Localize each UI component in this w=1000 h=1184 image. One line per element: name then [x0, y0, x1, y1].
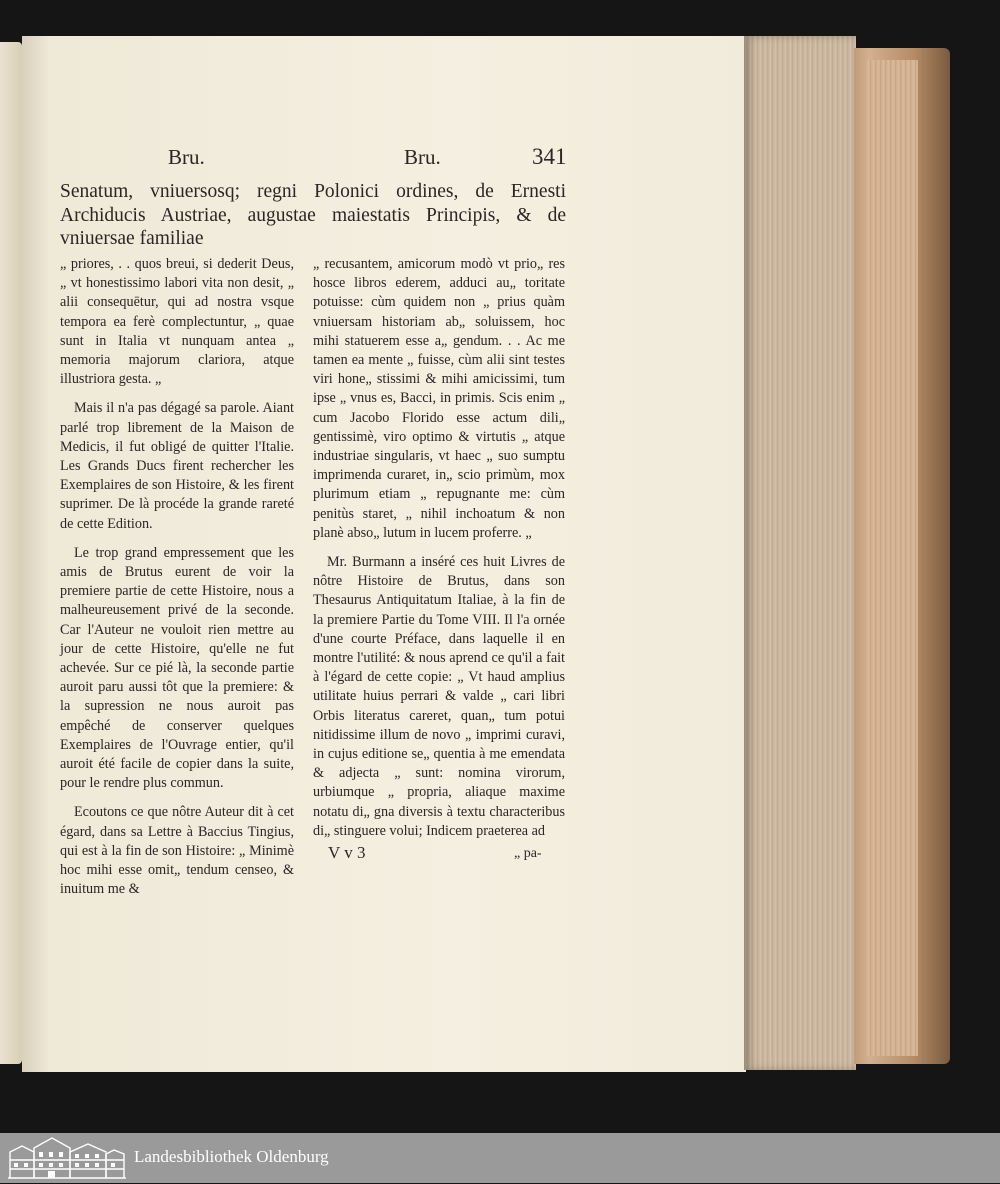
right-paragraph-1: „ recusantem, amicorum modò vt prio„ res hosce libros ederem, adduci au„ toritate potuisse: cùm quidem non „ prius quàm vniuersam historiam ab„ soluissem, hoc mihi statuerem esse a„ gendum. . . Ac me tamen ea mente „ fuisse, cùm alii sint testes viri hone„ stissimi & mihi amicissimi, tum ipse „ vnus es, Bacci, in primis. Scis enim „ cum Jacobo Florido esse actum dili„ gentissimè, viro optimo & virtutis „ atque industriae singularis, vt haec „ suo sumptu imprimenda curaret, in„ scio primùm, mox plurimum etiam „ repugnante me: cùm penitùs staret, „ nihil inchoatum & non planè abso„ lutum in lucem proferre. „ — [313, 256, 565, 541]
left-paragraph-3: Le trop grand empressement que les amis de Brutus eurent de voir la premiere partie de cette Histoire, nous a malheureusement privé de la seconde. Car l'Auteur ne vouloit rien mettre au jour de cette Histoire, qu'elle ne fut achevée. Sur ce pié là, la seconde partie auroit paru aussi tôt que la premiere: & la supression ne nous auroit pas empêché de conserver quelques Exemplaires de l'Ouvrage entier, qu'il auroit été facile de copier dans la suite, pour le rendre plus commun. — [60, 544, 294, 792]
left-paragraph-1: „ priores, . . quos breui, si dederit Deus, „ vt honestissimo labori vita non desit, „ alii consequētur, qui ad nostra vsque tempora ea ferè complectuntur, „ quae sunt in Italia vt nunquam antea „ memoria majorum clariora, atque illustriora gesta. „ — [60, 256, 294, 388]
page-block-edges — [744, 36, 856, 1070]
right-paragraph-2: Mr. Burmann a inséré ces huit Livres de nôtre Histoire de Brutus, dans son Thesaurus Antiquitatum Italiae, à la fin de la premiere Partie du Tome VIII. Il l'a ornée d'une courte Préface, dans laquelle il en montre l'utilité: & nous aprend ce qu'il a fait à l'égard de cette copie: „ Vt haud amplius utilitate huius perrari & valde „ cari libri Orbis literatus careret, quan„ tum potui nitidissime illum de novo „ imprimi curavi, in cujus editione se„ quentia à me emendata & adjecta „ sunt: nomina virorum, urbiumque „ propria, aliaque maxime notatu di„ gna diversis à textu characteribus di„ stinguere volui; Indicem praeterea ad — [313, 554, 565, 839]
cover-inner-edge — [866, 60, 918, 1056]
catchword: „ pa- — [514, 846, 542, 861]
left-paragraph-4: Ecoutons ce que nôtre Auteur dit à cet égard, dans sa Lettre à Baccius Tingius, qui est à la fin de son Histoire: „ Minimè hoc mihi esse omit„ tendum censeo, & inuitum me & — [60, 804, 294, 898]
heading-paragraph: Senatum, vniuersosq; regni Polonici ordines, de Ernesti Archiducis Austriae, augustae maiestatis Principis, & de vniuersae familiae — [60, 181, 566, 249]
running-head-left: Bru. — [168, 145, 205, 169]
left-column — [60, 255, 294, 910]
right-column — [313, 255, 565, 851]
running-head-center: Bru. — [404, 145, 441, 169]
signature-mark: V v 3 — [328, 843, 366, 862]
library-building-icon — [8, 1136, 126, 1184]
footer-bar — [0, 1133, 1000, 1183]
page-number: 341 — [532, 144, 567, 169]
library-name: Landesbibliothek Oldenburg — [134, 1147, 329, 1166]
facing-page-edge — [0, 42, 22, 1064]
left-paragraph-2: Mais il n'a pas dégagé sa parole. Aiant parlé trop librement de la Maison de Medicis, il fut obligé de quitter l'Italie. Les Grands Ducs firent rechercher les Exemplaires de son Histoire, & les firent suprimer. De là procéde la grande rareté de cette Edition. — [60, 400, 294, 532]
